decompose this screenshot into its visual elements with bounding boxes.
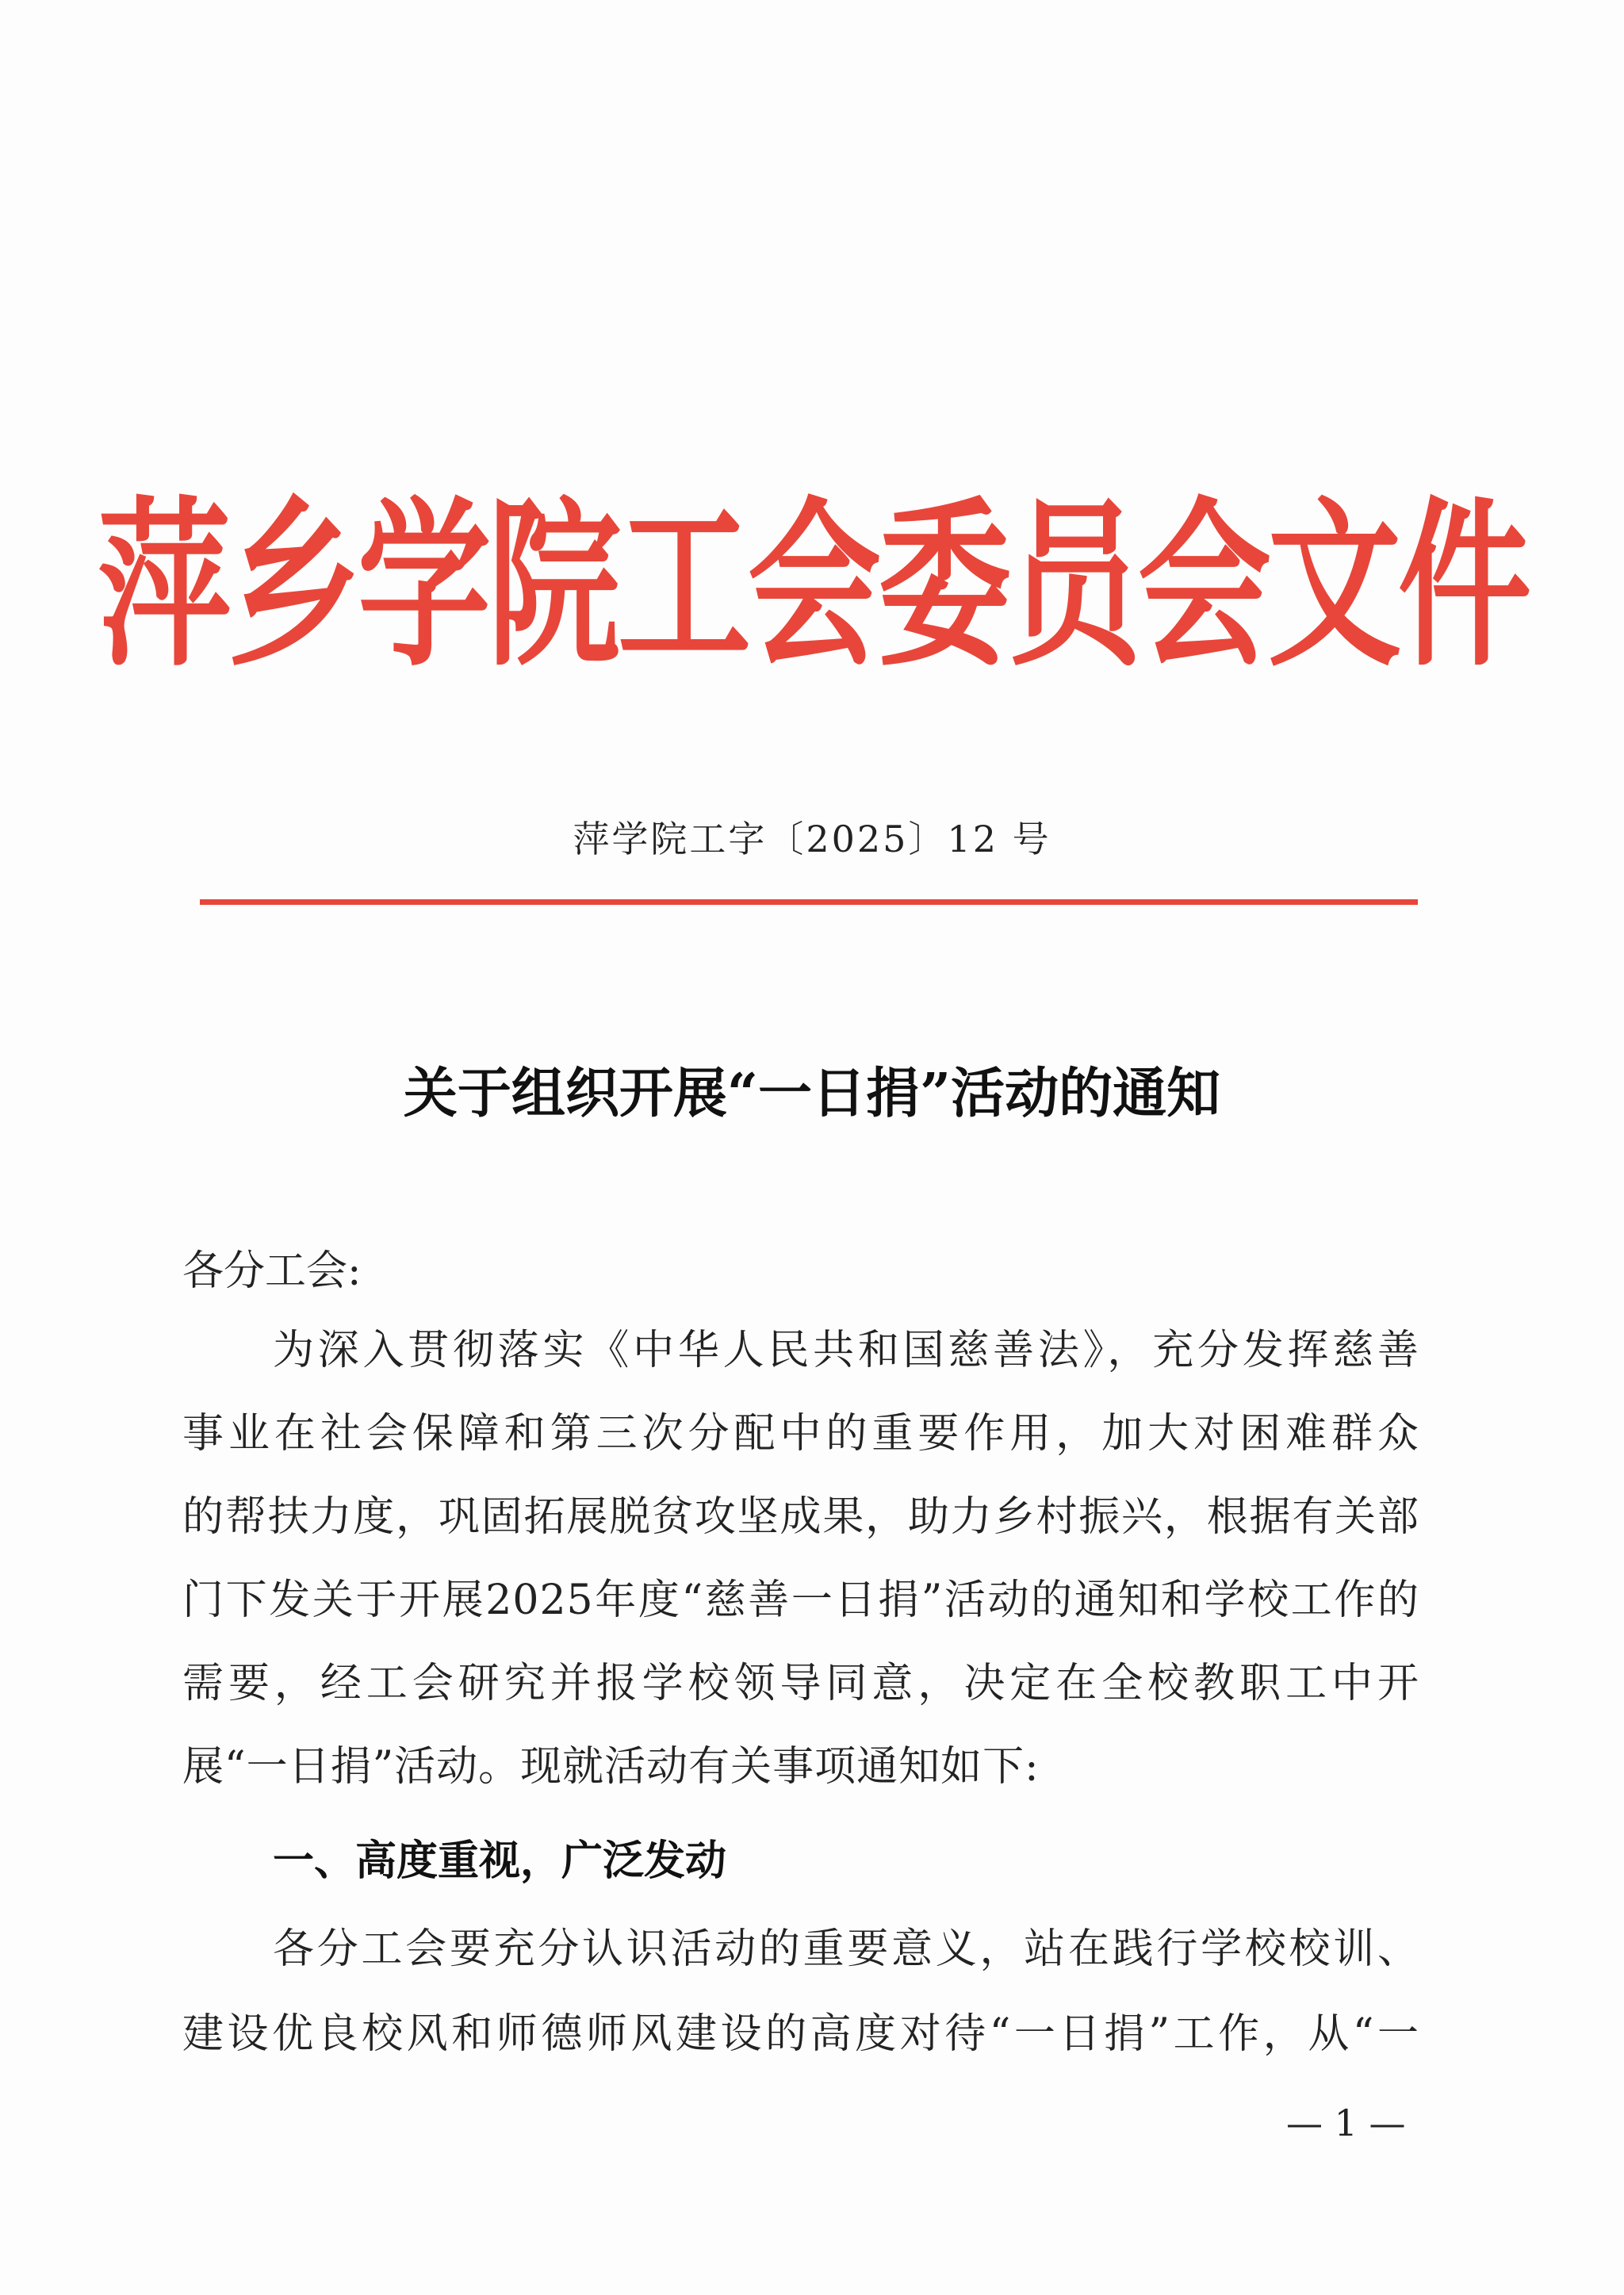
salutation: 各分工会:: [182, 1247, 362, 1295]
section1-heading: 一、高度重视，广泛发动: [273, 1837, 727, 1885]
section1-line: 各分工会要充分认识活动的重要意义，站在践行学校校训、: [273, 1925, 1419, 1973]
paragraph1-line: 展“一日捐”活动。现就活动有关事项通知如下:: [182, 1743, 1040, 1791]
red-divider-line: [200, 899, 1418, 905]
paragraph1-line: 事业在社会保障和第三次分配中的重要作用，加大对困难群众: [182, 1410, 1419, 1458]
section1-line: 建设优良校风和师德师风建设的高度对待“一日捐”工作，从“一: [182, 2010, 1419, 2058]
paragraph1-line: 的帮扶力度，巩固拓展脱贫攻坚成果，助力乡村振兴，根据有关部: [182, 1493, 1419, 1541]
paragraph1-line: 需要，经工会研究并报学校领导同意，决定在全校教职工中开: [182, 1660, 1419, 1707]
paragraph1-line: 为深入贯彻落实《中华人民共和国慈善法》，充分发挥慈善: [273, 1327, 1419, 1374]
page-number: — 1 —: [1286, 2102, 1406, 2144]
masthead-title: 萍乡学院工会委员会文件: [98, 480, 1528, 691]
paragraph1-line: 门下发关于开展2025年度“慈善一日捐”活动的通知和学校工作的: [182, 1577, 1419, 1624]
document-number: 萍学院工字〔2025〕12 号: [573, 818, 1051, 860]
notice-title: 关于组织开展“一日捐”活动的通知: [403, 1062, 1221, 1125]
